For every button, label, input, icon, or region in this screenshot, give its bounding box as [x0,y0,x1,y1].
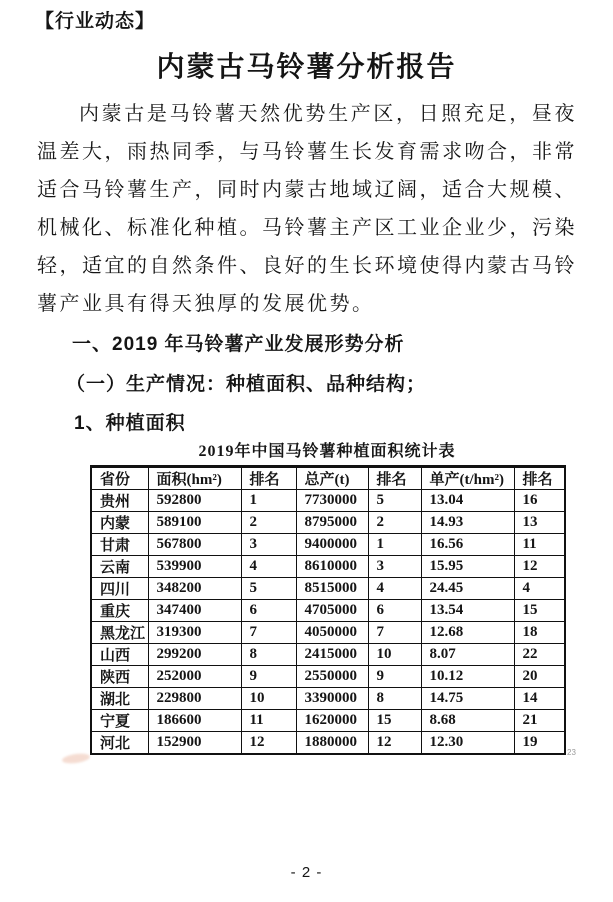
table-cell: 229800 [148,688,241,710]
table-cell: 8610000 [296,556,368,578]
table-cell: 重庆 [91,600,148,622]
table-row [91,534,565,556]
table-cell: 14.75 [421,688,514,710]
table-cell: 10.12 [421,666,514,688]
table-cell: 7 [368,622,421,644]
table-cell: 贵州 [91,490,148,512]
table-cell: 12 [368,732,421,755]
table-cell: 186600 [148,710,241,732]
table-cell: 12 [514,556,565,578]
table-cell: 3 [241,534,296,556]
table-cell: 11 [241,710,296,732]
table-cell: 15.95 [421,556,514,578]
table-header-cell: 单产(t/hm²) [421,467,514,490]
scan-artifact-page-number: 23 [567,748,576,757]
table-cell: 12 [241,732,296,755]
table-cell: 16.56 [421,534,514,556]
table-cell: 539900 [148,556,241,578]
table-cell: 589100 [148,512,241,534]
heading-level-1: 一、2019 年马铃薯产业发展形势分析 [72,334,405,355]
table-cell: 湖北 [91,688,148,710]
table-cell: 8.68 [421,710,514,732]
table-header-cell: 排名 [368,467,421,490]
table-cell: 河北 [91,732,148,755]
table-row [91,688,565,710]
table-cell: 2415000 [296,644,368,666]
table-row [91,644,565,666]
table-cell: 13 [514,512,565,534]
table-cell: 8 [368,688,421,710]
table-cell: 陕西 [91,666,148,688]
table-header-cell: 排名 [514,467,565,490]
table-cell: 四川 [91,578,148,600]
page-number: - 2 - [290,864,323,881]
table-cell: 15 [514,600,565,622]
table-cell: 6 [241,600,296,622]
page-title: 内蒙古马铃薯分析报告 [156,52,457,83]
table-header-cell: 省份 [91,467,148,490]
table-cell: 10 [368,644,421,666]
table-cell: 14 [514,688,565,710]
table-row [91,710,565,732]
table-cell: 12.30 [421,732,514,755]
table-cell: 12.68 [421,622,514,644]
table-cell: 4050000 [296,622,368,644]
table-cell: 567800 [148,534,241,556]
table-cell: 9400000 [296,534,368,556]
table-row [91,512,565,534]
table-body [91,490,565,755]
table-row [91,556,565,578]
table-cell: 4705000 [296,600,368,622]
table-cell: 24.45 [421,578,514,600]
table-cell: 21 [514,710,565,732]
table-header-row [91,467,565,490]
table-row [91,666,565,688]
table-cell: 5 [368,490,421,512]
table-cell: 10 [241,688,296,710]
table-cell: 252000 [148,666,241,688]
table-cell: 1880000 [296,732,368,755]
table-cell: 宁夏 [91,710,148,732]
heading-level-3: 1、种植面积 [74,413,186,434]
table-cell: 347400 [148,600,241,622]
table-cell: 2 [368,512,421,534]
heading-level-2: （一）生产情况：种植面积、品种结构； [66,374,427,395]
table-cell: 14.93 [421,512,514,534]
table-header-cell: 面积(hm²) [148,467,241,490]
table-cell: 319300 [148,622,241,644]
table-cell: 1 [241,490,296,512]
table-cell: 山西 [91,644,148,666]
table-cell: 1620000 [296,710,368,732]
table-cell: 13.04 [421,490,514,512]
intro-paragraph: 内蒙古是马铃薯天然优势生产区，日照充足，昼夜温差大，雨热同季，与马铃薯生长发育需求吻合，非常适合马铃薯生产，同时内蒙古地域辽阔，适合大规模、机械化、标准化种植。马铃薯主产区工业企业少，污染轻，适宜的自然条件、良好的生长环境使得内蒙古马铃薯产业具有得天独厚的发展优势。 [37,103,577,315]
table-cell: 5 [241,578,296,600]
table-row [91,622,565,644]
scan-artifact-smudge [62,752,91,765]
table-cell: 22 [514,644,565,666]
table-cell: 9 [368,666,421,688]
table-header-cell: 排名 [241,467,296,490]
table-cell: 云南 [91,556,148,578]
table-cell: 3390000 [296,688,368,710]
table-cell: 9 [241,666,296,688]
table-cell: 7 [241,622,296,644]
table-cell: 15 [368,710,421,732]
table-cell: 16 [514,490,565,512]
table-cell: 2 [241,512,296,534]
table-cell: 1 [368,534,421,556]
table-header-cell: 总产(t) [296,467,368,490]
table-cell: 7730000 [296,490,368,512]
table-cell: 4 [514,578,565,600]
table-cell: 内蒙 [91,512,148,534]
table-cell: 8.07 [421,644,514,666]
section-tag: 【行业动态】 [35,11,156,32]
table-row [91,578,565,600]
table-cell: 甘肃 [91,534,148,556]
table-cell: 592800 [148,490,241,512]
table-cell: 11 [514,534,565,556]
table-cell: 3 [368,556,421,578]
table-cell: 8795000 [296,512,368,534]
table-cell: 6 [368,600,421,622]
table-cell: 299200 [148,644,241,666]
table-cell: 20 [514,666,565,688]
table-cell: 8 [241,644,296,666]
table-cell: 4 [241,556,296,578]
table-cell: 18 [514,622,565,644]
potato-statistics-table [90,465,566,755]
table-cell: 黑龙江 [91,622,148,644]
table-cell: 348200 [148,578,241,600]
table-cell: 13.54 [421,600,514,622]
table-title: 2019年中国马铃薯种植面积统计表 [198,443,456,460]
table-row [91,490,565,512]
table-cell: 19 [514,732,565,755]
table-cell: 8515000 [296,578,368,600]
table-cell: 2550000 [296,666,368,688]
table-cell: 4 [368,578,421,600]
table-row [91,600,565,622]
table-cell: 152900 [148,732,241,755]
table-row [91,732,565,755]
